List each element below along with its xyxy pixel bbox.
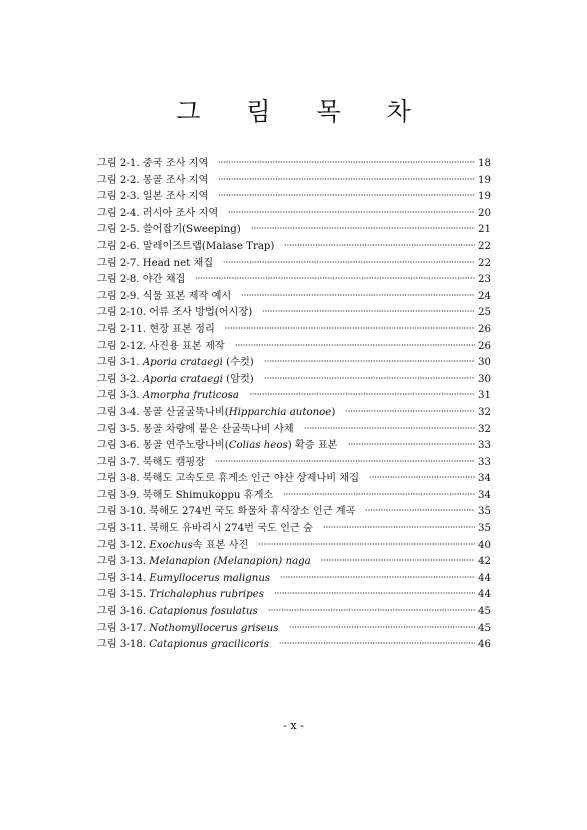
dot-leader (283, 493, 475, 495)
toc-entry-species-name: Trichalophus rubripes (149, 589, 264, 601)
dot-leader (249, 393, 475, 395)
toc-entry-label (97, 405, 341, 422)
toc-entry-label (97, 388, 245, 405)
toc-entry-page: 32 (478, 423, 491, 435)
toc-entry-label (97, 305, 258, 322)
dot-leader (279, 642, 475, 644)
toc-entry-label (97, 504, 361, 521)
toc-entry-label (97, 455, 211, 472)
toc-entry-label-text: 그림 2-2. 몽골 조사 지역 (97, 174, 209, 186)
toc-entry-label-text: 그림 2-4. 러시아 조사 지역 (97, 207, 219, 219)
toc-entry-species-name: Melanapion (Melanapion) naga (149, 556, 311, 568)
dot-leader (264, 377, 475, 379)
toc-entry[interactable] (97, 587, 491, 604)
toc-entry-label (97, 322, 221, 339)
toc-entry-label-text: 그림 3-16. (97, 606, 150, 618)
toc-entry-label (97, 621, 285, 638)
dot-leader (262, 310, 475, 312)
toc-entry-label (97, 173, 214, 190)
page-title: 그 림 목 차 (176, 97, 430, 126)
dot-leader (365, 509, 475, 511)
page-number: - x - (283, 719, 304, 732)
toc-entry[interactable] (97, 538, 491, 555)
toc-entry-label-text: 그림 3-12. (97, 539, 150, 551)
toc-entry-label-suffix: 속 표본 사진 (192, 539, 249, 551)
toc-entry[interactable] (97, 289, 491, 306)
toc-entry-species-name: Exochus (149, 539, 193, 551)
toc-entry[interactable] (97, 637, 491, 654)
dot-leader (369, 476, 475, 478)
toc-entry-label-text: 그림 2-5. 쓸어잡기(Sweeping) (97, 224, 241, 236)
toc-entry-page: 40 (478, 539, 491, 551)
toc-entry[interactable] (97, 405, 491, 422)
toc-entry-label (97, 372, 260, 389)
toc-entry[interactable] (97, 156, 491, 173)
toc-entry-page: 35 (478, 523, 491, 535)
toc-entry-page: 20 (478, 207, 491, 219)
toc-entry[interactable] (97, 521, 491, 538)
toc-entry-label-text: 그림 2-7. Head net 채집 (97, 257, 214, 269)
toc-entry[interactable] (97, 272, 491, 289)
dot-leader (235, 344, 475, 346)
toc-entry-page: 34 (478, 489, 491, 501)
toc-entry[interactable] (97, 372, 491, 389)
toc-entry-page: 44 (478, 589, 491, 601)
toc-entry-label-text: 그림 2-12. 사진용 표본 제작 (97, 340, 225, 352)
toc-entry[interactable] (97, 222, 491, 239)
toc-entry-label (97, 206, 224, 223)
dot-leader (348, 443, 476, 445)
toc-entry-page: 23 (478, 274, 491, 286)
dot-leader (304, 427, 476, 429)
table-of-figures (97, 156, 491, 654)
toc-entry-label (97, 538, 254, 555)
toc-entry[interactable] (97, 455, 491, 472)
dot-leader (321, 559, 475, 561)
toc-entry-label (97, 554, 317, 571)
toc-entry-page: 32 (478, 406, 491, 418)
toc-entry-label-text: 그림 2-9. 식물 표본 제작 예시 (97, 290, 232, 302)
toc-entry-species-name: Eumyllocerus malignus (149, 572, 271, 584)
toc-entry[interactable] (97, 239, 491, 256)
toc-entry-label-text: 그림 2-1. 중국 조사 지역 (97, 158, 209, 169)
toc-entry-label-text: 그림 3-6. 몽골 연주노랑나비( (97, 440, 229, 452)
toc-entry-page: 30 (478, 357, 491, 369)
dot-leader (218, 194, 475, 196)
toc-entry-page: 25 (478, 307, 491, 319)
toc-entry-label-text: 그림 3-4. 몽골 산굴굴뚝나비( (97, 406, 229, 418)
toc-entry-label-text: 그림 3-13. (97, 556, 150, 568)
toc-entry-species-name: Catapionus gracilicoris (149, 639, 269, 651)
dot-leader (274, 592, 475, 594)
dot-leader (251, 227, 475, 229)
dot-leader (228, 211, 475, 213)
toc-entry-page: 42 (478, 556, 491, 568)
toc-entry-label-text: 그림 2-8. 야간 채집 (97, 274, 186, 286)
toc-entry-label-text: 그림 3-10. 북해도 274번 국도 화물차 휴식장소 인근 계곡 (97, 506, 356, 518)
toc-entry-species-name: Amorpha fruticosa (142, 390, 239, 402)
toc-entry-species-name: Colias heos (228, 440, 288, 452)
toc-entry-label-text: 그림 3-11. 북해도 유바리시 274번 국도 인근 숲 (97, 523, 313, 535)
toc-entry-label (97, 256, 219, 273)
dot-leader (225, 327, 475, 329)
toc-entry-page: 45 (478, 606, 491, 618)
toc-entry-label (97, 289, 237, 306)
toc-entry-label (97, 156, 214, 173)
toc-entry-label-text: 그림 3-15. (97, 589, 150, 601)
dot-leader (218, 161, 475, 163)
toc-entry-page: 30 (478, 373, 491, 385)
dot-leader (195, 277, 475, 279)
toc-entry-label-text: 그림 3-9. 북해도 Shimukoppu 휴게소 (97, 489, 274, 501)
toc-entry-page: 19 (478, 174, 491, 186)
toc-entry[interactable] (97, 621, 491, 638)
toc-entry[interactable] (97, 438, 491, 455)
toc-entry[interactable] (97, 189, 491, 206)
toc-entry-label-text: 그림 3-1. (97, 357, 143, 369)
toc-entry[interactable] (97, 422, 491, 439)
toc-entry-label (97, 189, 214, 206)
toc-entry-label-text: 그림 3-5. 몽골 차량에 붙은 산굴뚝나비 사체 (97, 423, 294, 435)
toc-entry-label (97, 604, 264, 621)
toc-entry-page: 44 (478, 572, 491, 584)
dot-leader (268, 609, 475, 611)
toc-entry-species-name: Catapionus fosulatus (149, 606, 258, 618)
toc-entry[interactable] (97, 604, 491, 621)
toc-entry-label-text: 그림 3-7. 북해도 캠핑장 (97, 456, 206, 468)
toc-entry-label (97, 571, 276, 588)
toc-entry-label (97, 587, 270, 604)
toc-entry-label (97, 488, 279, 505)
toc-entry-label (97, 637, 275, 654)
toc-entry-label-text: 그림 3-2. (97, 373, 143, 385)
toc-entry-page: 33 (478, 456, 491, 468)
toc-entry-species-name: Hipparchia autonoe (228, 406, 332, 418)
toc-entry-label-text: 그림 3-14. (97, 572, 150, 584)
toc-entry-label-text: 그림 3-18. (97, 639, 150, 651)
toc-entry-label (97, 272, 191, 289)
toc-entry-page: 35 (478, 506, 491, 518)
toc-entry-label (97, 471, 365, 488)
dot-leader (289, 626, 476, 628)
dot-leader (284, 244, 475, 246)
toc-entry-label-suffix: ) 확증 표본 (287, 440, 338, 452)
toc-entry[interactable] (97, 388, 491, 405)
toc-entry[interactable] (97, 173, 491, 190)
toc-entry-label-suffix: (수컷) (222, 357, 254, 369)
toc-entry-page: 33 (478, 440, 491, 452)
toc-entry[interactable] (97, 206, 491, 223)
toc-entry-label-text: 그림 2-11. 현장 표본 정리 (97, 323, 215, 335)
toc-entry-label-text: 그림 3-17. (97, 622, 150, 634)
toc-entry-page: 21 (478, 224, 491, 236)
toc-entry[interactable] (97, 488, 491, 505)
toc-entry-page: 19 (478, 191, 491, 203)
dot-leader (345, 410, 475, 412)
toc-entry-page: 22 (478, 240, 491, 252)
toc-entry-page: 31 (478, 390, 491, 402)
toc-entry[interactable] (97, 554, 491, 571)
toc-entry-label-suffix: (암컷) (222, 373, 254, 385)
toc-entry-label-text: 그림 3-8. 북해도 고속도로 휴게소 인근 야산 상제나비 채집 (97, 473, 360, 485)
toc-entry-label-suffix: ) (331, 406, 336, 418)
toc-entry[interactable] (97, 571, 491, 588)
toc-entry-page: 34 (478, 473, 491, 485)
dot-leader (223, 261, 475, 263)
toc-entry-label (97, 422, 300, 439)
dot-leader (241, 294, 475, 296)
toc-entry-label (97, 355, 260, 372)
toc-entry-label (97, 438, 344, 455)
toc-entry-species-name: Aporia crataegi (142, 357, 223, 369)
toc-entry[interactable] (97, 322, 491, 339)
toc-entry-label (97, 239, 280, 256)
toc-entry[interactable] (97, 471, 491, 488)
toc-entry-label (97, 339, 231, 356)
toc-entry-page: 24 (478, 290, 491, 302)
dot-leader (258, 543, 475, 545)
toc-entry-page: 22 (478, 257, 491, 269)
toc-entry-page: 45 (478, 622, 491, 634)
toc-entry[interactable] (97, 339, 491, 356)
toc-entry-label-text: 그림 3-3. (97, 390, 143, 402)
toc-entry-species-name: Aporia crataegi (142, 373, 223, 385)
dot-leader (215, 460, 475, 462)
toc-entry[interactable] (97, 504, 491, 521)
toc-entry-label-text: 그림 2-10. 어류 조사 방법(어시장) (97, 307, 253, 319)
toc-entry-page: 18 (478, 158, 491, 169)
toc-entry-species-name: Nothomyllocerus griseus (149, 622, 279, 634)
toc-entry[interactable] (97, 256, 491, 273)
toc-entry[interactable] (97, 305, 491, 322)
dot-leader (218, 178, 475, 180)
dot-leader (264, 360, 475, 362)
toc-entry-label (97, 222, 247, 239)
toc-entry-page: 26 (478, 340, 491, 352)
dot-leader (323, 526, 475, 528)
toc-entry[interactable] (97, 355, 491, 372)
toc-entry-label-text: 그림 2-3. 일본 조사 지역 (97, 191, 209, 203)
toc-entry-page: 46 (478, 639, 491, 651)
dot-leader (280, 576, 475, 578)
toc-entry-label-text: 그림 2-6. 말레이즈트랩(Malase Trap) (97, 240, 275, 252)
toc-entry-label (97, 521, 319, 538)
toc-entry-page: 26 (478, 323, 491, 335)
